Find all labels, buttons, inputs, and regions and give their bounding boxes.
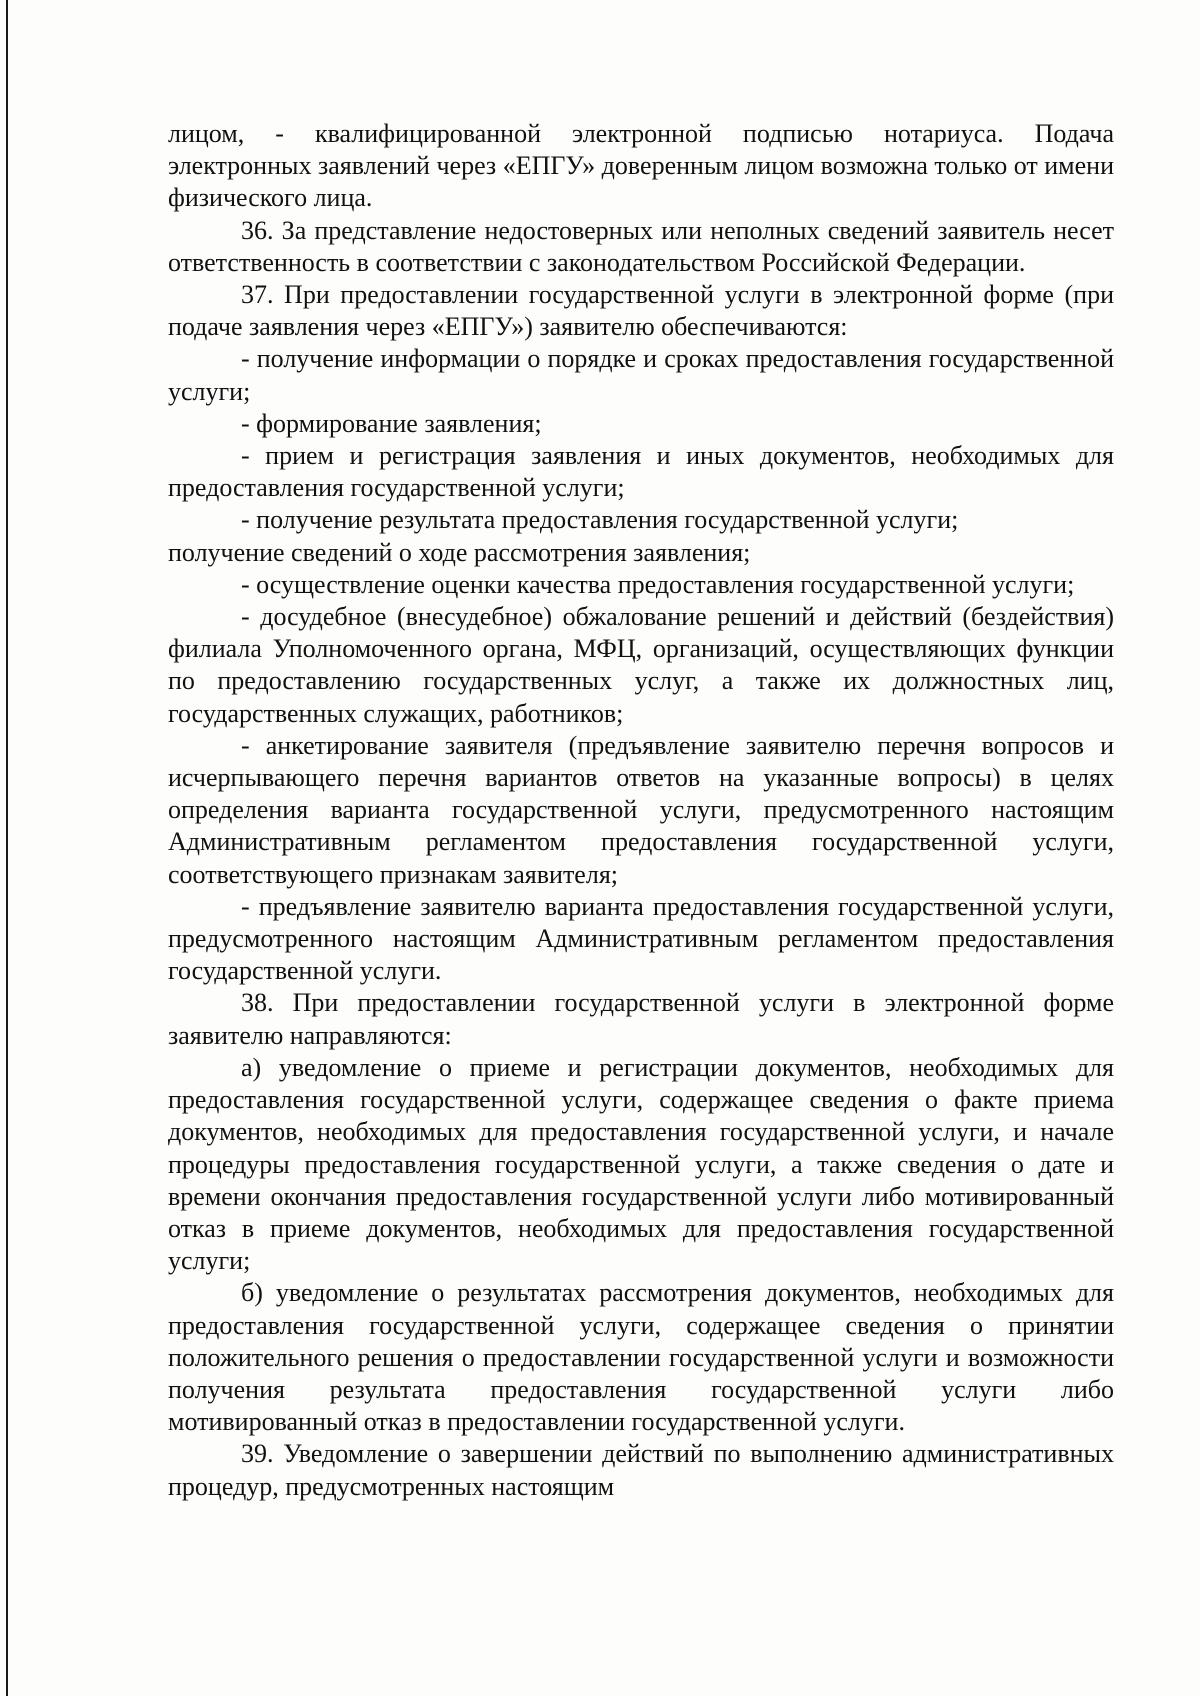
paragraph-38-a: а) уведомление о приеме и регистрации документов, необходимых для предоставления государственной услуги, содержащее сведения о факте приема документов, необходимых для предоставления государственной услуги, и начале процедуры предоставления государственной услуги, а также сведения о дате и времени окончания предоставления государственной услуги либо мотивированный отказ в приеме документов, необходимых для предоставления государственной услуги; [168, 1052, 1114, 1276]
document-body [168, 118, 1114, 1503]
list-item-variant: - предъявление заявителю варианта предоставления государственной услуги, предусмотренного настоящим Административным регламентом предоставления государственной услуги. [168, 891, 1114, 986]
list-item-survey: - анкетирование заявителя (предъявление заявителю перечня вопросов и исчерпывающего перечня вариантов ответов на указанные вопросы) в целях определения варианта государственной услуги, предусмотренного настоящим Административным регламентом предоставления государственной услуги, соответствующего признакам заявителя; [168, 730, 1114, 889]
paragraph-36: 36. За представление недостоверных или неполных сведений заявитель несет ответственность в соответствии с законодательством Российской Федерации. [168, 215, 1114, 277]
list-item-appeal: - досудебное (внесудебное) обжалование решений и действий (бездействия) филиала Уполномоченного органа, МФЦ, организаций, осуществляющих функции по предоставлению государственных услуг, а также их должностных лиц, государственных служащих, работников; [168, 602, 1114, 728]
paragraph-39: 39. Уведомление о завершении действий по выполнению административных процедур, предусмотренных настоящим [168, 1439, 1114, 1501]
paragraph-38: 38. При предоставлении государственной услуги в электронной форме заявителю направляются: [168, 988, 1114, 1050]
list-item-status: получение сведений о ходе рассмотрения заявления; [168, 537, 751, 567]
paragraph-37: 37. При предоставлении государственной услуги в электронной форме (при подаче заявления через «ЕПГУ») заявителю обеспечиваются: [168, 280, 1114, 342]
list-item-form: - формирование заявления; [241, 408, 542, 438]
list-item-info: - получение информации о порядке и сроках предоставления государственной услуги; [168, 344, 1114, 406]
list-item-quality: - осуществление оценки качества предоставления государственной услуги; [241, 569, 1075, 599]
list-item-result: - получение результата предоставления государственной услуги; [241, 505, 959, 535]
list-item-registration: - прием и регистрация заявления и иных документов, необходимых для предоставления государственной услуги; [168, 441, 1114, 503]
paragraph-38-b: б) уведомление о результатах рассмотрения документов, необходимых для предоставления государственной услуги, содержащее сведения о принятии положительного решения о предоставлении государственной услуги и возможности получения результата предоставления государственной услуги либо мотивированный отказ в предоставлении государственной услуги. [168, 1278, 1114, 1437]
scan-edge-line [6, 0, 8, 1696]
paragraph-1: лицом, - квалифицированной электронной подписью нотариуса. Подача электронных заявлений через «ЕПГУ» доверенным лицом возможна только от имени физического лица. [168, 119, 1114, 213]
